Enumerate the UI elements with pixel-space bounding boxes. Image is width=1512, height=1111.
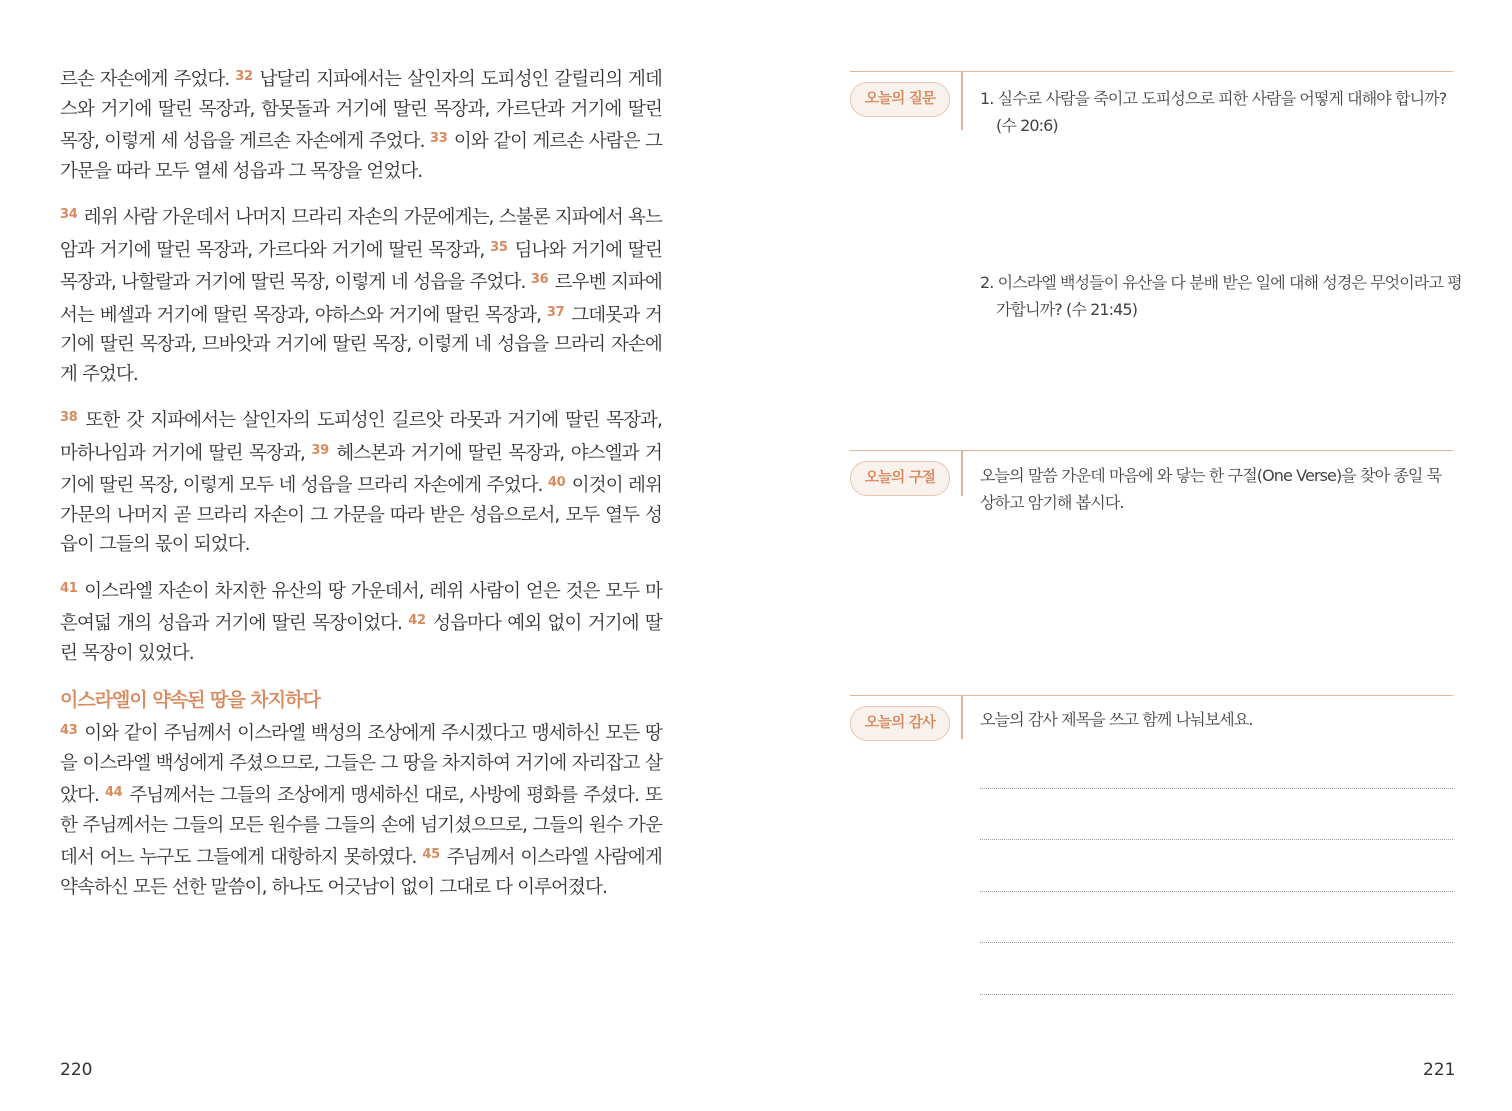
- verse-text: 성읍마다 예외 없이 거기에 딸린 목장이 있었다.: [60, 613, 662, 664]
- verse-text: 주님께서는 그들의 조상에게 맹세하신 대로, 사방에 평화를 주셨다. 또한 주님께서는 그들의 모든 원수를 그들의 손에 넘기셨으므로, 그들의 원수 가운데서 어느 누구도 그들에게 대항하지 못하였다.: [60, 785, 663, 868]
- verse-number: 37: [546, 304, 565, 320]
- question-badge: 오늘의 질문: [850, 82, 950, 117]
- verse-badge: 오늘의 구절: [850, 461, 950, 496]
- section-divider: [961, 451, 963, 496]
- verse-number: 33: [429, 131, 448, 146]
- thanks-instruction-text: 오늘의 감사 제목을 쓰고 함께 나눠보세요.: [980, 710, 1253, 729]
- verse-number: 43: [60, 723, 78, 738]
- thanks-badge: 오늘의 감사: [850, 706, 950, 741]
- verse-number: 36: [530, 272, 549, 287]
- verse-text: 르우벤 지파에서는 베셀과 거기에 딸린 목장과, 야하스와 거기에 딸린 목장과,: [60, 272, 662, 326]
- verse-text: 또한 갓 지파에서는 살인자의 도피성인 길르앗 라못과 거기에 딸린 목장과, 마하나임과 거기에 딸린 목장과,: [60, 410, 662, 464]
- verse-text: 헤스본과 거기에 딸린 목장과, 야스엘과 거기에 딸린 목장, 이렇게 모두 네 성읍을 므라리 자손에게 주었다.: [60, 442, 663, 496]
- verse-text: 이스라엘 자손이 차지한 유산의 땅 가운데서, 레위 사람이 얻은 것은 모두 마흔여덟 개의 성읍과 거기에 딸린 목장이었다.: [60, 580, 662, 634]
- verse-number: 38: [60, 410, 78, 425]
- section-heading: 이스라엘이 약속된 땅을 차지하다: [60, 689, 320, 711]
- writing-line[interactable]: [980, 788, 1453, 789]
- thanks-section: [850, 695, 1453, 1006]
- verse-text: 레위 사람 가운데서 나머지 므라리 자손의 가문에게는, 스불론 지파에서 욕느암과 거기에 딸린 목장과, 가르다와 거기에 딸린 목장과,: [60, 207, 662, 261]
- scripture-paragraph: [60, 574, 662, 669]
- writing-line[interactable]: [980, 994, 1453, 995]
- verse-text: 딤나와 거기에 딸린 목장과, 나할랄과 거기에 딸린 목장, 이렇게 네 성읍을 주었다.: [60, 239, 663, 293]
- verse-instruction-text: 오늘의 말씀 가운데 마음에 와 닿는 한 구절(One Verse)을 찾아 종일 묵상하고 암기해 봅시다.: [980, 466, 1442, 512]
- question-1-text: 1. 실수로 사람을 죽이고 도피성으로 피한 사람을 어떻게 대해야 합니까? (수 20:6): [980, 89, 1447, 135]
- writing-line[interactable]: [980, 942, 1453, 943]
- verse-text: 이와 같이 게르손 사람은 그 가문을 따라 모두 열세 성읍과 그 목장을 얻었다.: [60, 131, 662, 182]
- writing-line[interactable]: [980, 891, 1453, 892]
- verse-text: 이와 같이 주님께서 이스라엘 백성의 조상에게 주시겠다고 맹세하신 모든 땅을 이스라엘 백성에게 주셨으므로, 그들은 그 땅을 차지하여 거기에 자리잡고 살았다.: [60, 723, 662, 806]
- question-2-text: 2. 이스라엘 백성들이 유산을 다 분배 받은 일에 대해 성경은 무엇이라고 평가합니까? (수 21:45): [980, 273, 1462, 319]
- page-number-left: 220: [60, 1060, 93, 1080]
- writing-line[interactable]: [980, 839, 1453, 840]
- verse-number: 42: [408, 613, 426, 628]
- verse-number: 39: [311, 442, 329, 458]
- verse-text: 르손 자손에게 주었다.: [60, 69, 236, 90]
- verse-section: [850, 450, 1453, 681]
- verse-text: 이것이 레위 가문의 나머지 곧 므라리 자손이 그 가문을 따라 받은 성읍으로서, 모두 열두 성읍이 그들의 몫이 되었다.: [60, 475, 662, 555]
- verse-number: 41: [60, 580, 78, 596]
- verse-number: 35: [490, 239, 508, 255]
- left-page-body: [60, 62, 662, 916]
- question-section: [850, 71, 1462, 442]
- verse-number: 45: [422, 847, 440, 862]
- page-number-right: 221: [1423, 1060, 1456, 1080]
- verse-text: 그데못과 거기에 딸린 목장과, 므바앗과 거기에 딸린 목장, 이렇게 네 성읍을 므라리 자손에게 주었다.: [60, 304, 662, 385]
- verse-number: 40: [547, 475, 566, 490]
- section-divider: [961, 696, 963, 739]
- verse-text: 납달리 지파에서는 살인자의 도피성인 갈릴리의 게데스와 거기에 딸린 목장과, 함못돌과 거기에 딸린 목장과, 가르단과 거기에 딸린 목장, 이렇게 세 성읍을 게르손 자손에게 주었다.: [60, 69, 663, 152]
- verse-text: 주님께서 이스라엘 사람에게 약속하신 모든 선한 말씀이, 하나도 어긋남이 없이 그대로 다 이루어졌다.: [60, 847, 662, 898]
- verse-number: 34: [60, 207, 78, 222]
- scripture-paragraph: [60, 200, 662, 389]
- section-divider: [961, 72, 963, 130]
- scripture-paragraph: [60, 403, 662, 560]
- scripture-paragraph-final: [60, 716, 662, 902]
- verse-number: 44: [104, 785, 123, 800]
- scripture-paragraph: [60, 62, 662, 186]
- verse-number: 32: [235, 69, 253, 84]
